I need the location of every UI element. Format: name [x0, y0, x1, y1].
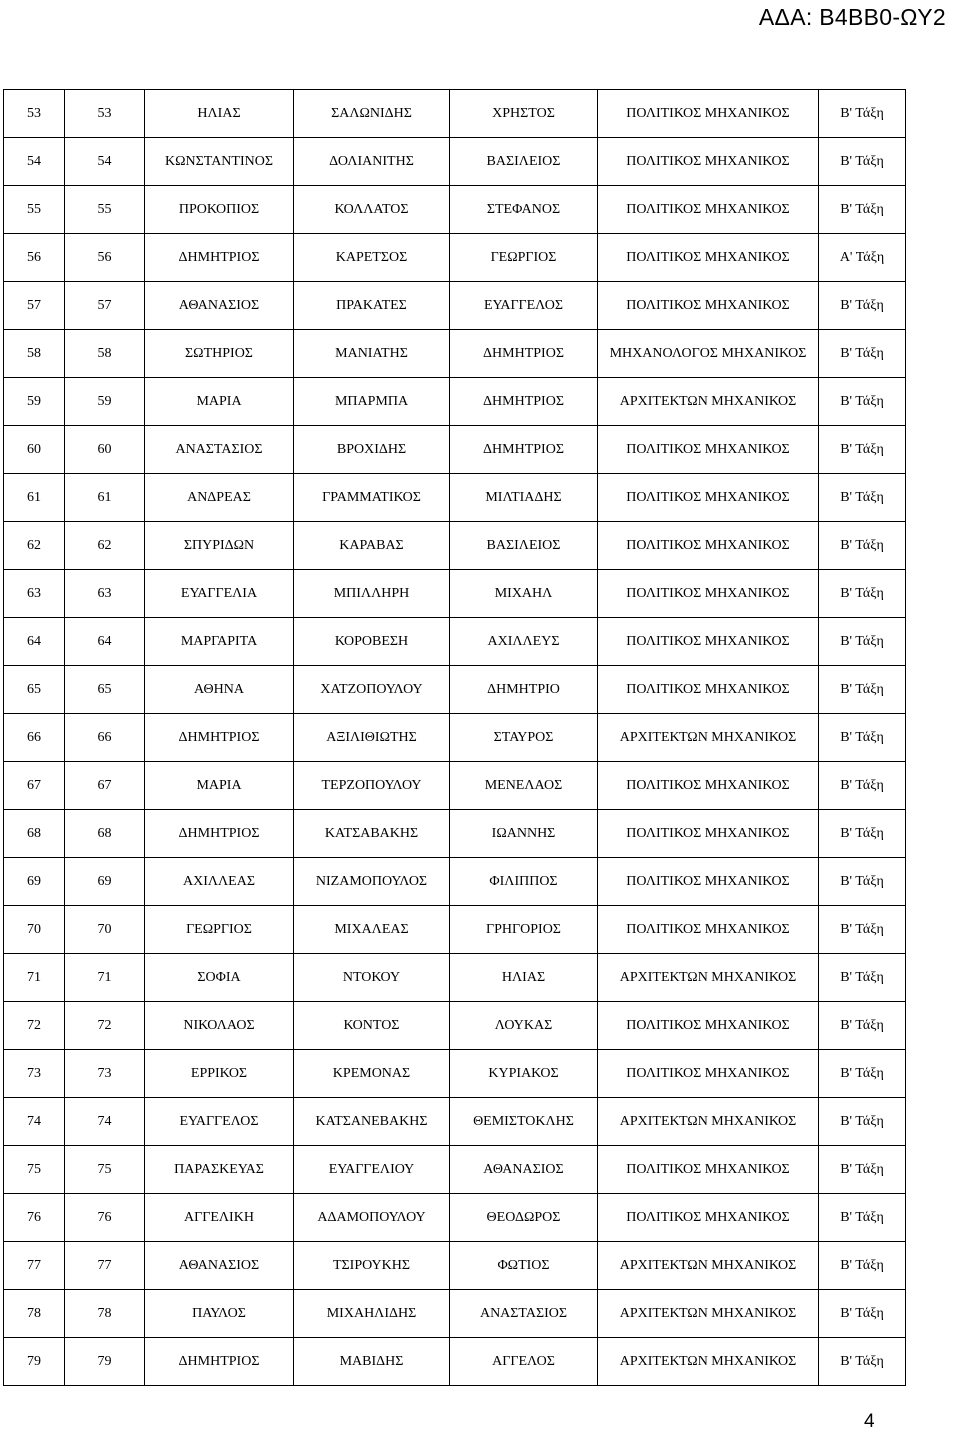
- registry-number-cell: 56: [65, 234, 145, 282]
- class-cell: Β' Τάξη: [819, 954, 906, 1002]
- registry-number-cell: 59: [65, 378, 145, 426]
- class-cell: Β' Τάξη: [819, 1098, 906, 1146]
- father-name-cell: ΣΤΕΦΑΝΟΣ: [450, 186, 598, 234]
- table-row: [4, 378, 906, 426]
- father-name-cell: ΑΝΑΣΤΑΣΙΟΣ: [450, 1290, 598, 1338]
- first-name-cell: ΔΗΜΗΤΡΙΟΣ: [145, 810, 294, 858]
- table-row: [4, 570, 906, 618]
- row-number-cell: 74: [4, 1098, 65, 1146]
- specialty-cell: ΠΟΛΙΤΙΚΟΣ ΜΗΧΑΝΙΚΟΣ: [598, 474, 819, 522]
- father-name-cell: ΚΥΡΙΑΚΟΣ: [450, 1050, 598, 1098]
- row-number-cell: 53: [4, 90, 65, 138]
- first-name-cell: ΠΡΟΚΟΠΙΟΣ: [145, 186, 294, 234]
- table-row: [4, 522, 906, 570]
- row-number-cell: 78: [4, 1290, 65, 1338]
- specialty-cell: ΠΟΛΙΤΙΚΟΣ ΜΗΧΑΝΙΚΟΣ: [598, 618, 819, 666]
- row-number-cell: 54: [4, 138, 65, 186]
- registry-number-cell: 58: [65, 330, 145, 378]
- specialty-cell: ΑΡΧΙΤΕΚΤΩΝ ΜΗΧΑΝΙΚΟΣ: [598, 954, 819, 1002]
- table-row: [4, 1146, 906, 1194]
- last-name-cell: ΑΔΑΜΟΠΟΥΛΟΥ: [294, 1194, 450, 1242]
- father-name-cell: ΗΛΙΑΣ: [450, 954, 598, 1002]
- last-name-cell: ΜΑΒΙΔΗΣ: [294, 1338, 450, 1386]
- specialty-cell: ΑΡΧΙΤΕΚΤΩΝ ΜΗΧΑΝΙΚΟΣ: [598, 714, 819, 762]
- father-name-cell: ΓΡΗΓΟΡΙΟΣ: [450, 906, 598, 954]
- first-name-cell: ΑΧΙΛΛΕΑΣ: [145, 858, 294, 906]
- father-name-cell: ΑΧΙΛΛΕΥΣ: [450, 618, 598, 666]
- last-name-cell: ΤΕΡΖΟΠΟΥΛΟΥ: [294, 762, 450, 810]
- specialty-cell: ΑΡΧΙΤΕΚΤΩΝ ΜΗΧΑΝΙΚΟΣ: [598, 378, 819, 426]
- class-cell: Β' Τάξη: [819, 330, 906, 378]
- row-number-cell: 55: [4, 186, 65, 234]
- specialty-cell: ΠΟΛΙΤΙΚΟΣ ΜΗΧΑΝΙΚΟΣ: [598, 1050, 819, 1098]
- last-name-cell: ΚΡΕΜΟΝΑΣ: [294, 1050, 450, 1098]
- first-name-cell: ΕΥΑΓΓΕΛΟΣ: [145, 1098, 294, 1146]
- class-cell: Β' Τάξη: [819, 1338, 906, 1386]
- last-name-cell: ΣΑΛΩΝΙΔΗΣ: [294, 90, 450, 138]
- father-name-cell: ΙΩΑΝΝΗΣ: [450, 810, 598, 858]
- registry-table-body: [4, 90, 906, 1386]
- first-name-cell: ΣΠΥΡΙΔΩΝ: [145, 522, 294, 570]
- class-cell: Β' Τάξη: [819, 714, 906, 762]
- class-cell: Β' Τάξη: [819, 810, 906, 858]
- father-name-cell: ΛΟΥΚΑΣ: [450, 1002, 598, 1050]
- registry-number-cell: 53: [65, 90, 145, 138]
- father-name-cell: ΒΑΣΙΛΕΙΟΣ: [450, 138, 598, 186]
- father-name-cell: ΔΗΜΗΤΡΙΟΣ: [450, 330, 598, 378]
- first-name-cell: ΑΓΓΕΛΙΚΗ: [145, 1194, 294, 1242]
- registry-number-cell: 71: [65, 954, 145, 1002]
- first-name-cell: ΔΗΜΗΤΡΙΟΣ: [145, 1338, 294, 1386]
- table-row: [4, 906, 906, 954]
- class-cell: Β' Τάξη: [819, 90, 906, 138]
- ada-code-header: ΑΔΑ: Β4ΒΒ0-ΩΥ2: [758, 4, 946, 30]
- first-name-cell: ΔΗΜΗΤΡΙΟΣ: [145, 234, 294, 282]
- registry-number-cell: 67: [65, 762, 145, 810]
- row-number-cell: 67: [4, 762, 65, 810]
- last-name-cell: ΒΡΟΧΙΔΗΣ: [294, 426, 450, 474]
- row-number-cell: 73: [4, 1050, 65, 1098]
- row-number-cell: 59: [4, 378, 65, 426]
- class-cell: Β' Τάξη: [819, 1146, 906, 1194]
- first-name-cell: ΣΟΦΙΑ: [145, 954, 294, 1002]
- first-name-cell: ΑΘΑΝΑΣΙΟΣ: [145, 282, 294, 330]
- first-name-cell: ΑΝΑΣΤΑΣΙΟΣ: [145, 426, 294, 474]
- first-name-cell: ΑΘΑΝΑΣΙΟΣ: [145, 1242, 294, 1290]
- father-name-cell: ΦΩΤΙΟΣ: [450, 1242, 598, 1290]
- table-row: [4, 1194, 906, 1242]
- class-cell: Β' Τάξη: [819, 138, 906, 186]
- class-cell: Β' Τάξη: [819, 522, 906, 570]
- table-row: [4, 810, 906, 858]
- table-row: [4, 234, 906, 282]
- registry-number-cell: 73: [65, 1050, 145, 1098]
- registry-number-cell: 63: [65, 570, 145, 618]
- specialty-cell: ΠΟΛΙΤΙΚΟΣ ΜΗΧΑΝΙΚΟΣ: [598, 426, 819, 474]
- first-name-cell: ΓΕΩΡΓΙΟΣ: [145, 906, 294, 954]
- registry-table: [3, 89, 906, 1386]
- father-name-cell: ΓΕΩΡΓΙΟΣ: [450, 234, 598, 282]
- class-cell: Β' Τάξη: [819, 378, 906, 426]
- first-name-cell: ΚΩΝΣΤΑΝΤΙΝΟΣ: [145, 138, 294, 186]
- specialty-cell: ΠΟΛΙΤΙΚΟΣ ΜΗΧΑΝΙΚΟΣ: [598, 666, 819, 714]
- table-row: [4, 1002, 906, 1050]
- specialty-cell: ΠΟΛΙΤΙΚΟΣ ΜΗΧΑΝΙΚΟΣ: [598, 570, 819, 618]
- last-name-cell: ΚΑΤΣΑΝΕΒΑΚΗΣ: [294, 1098, 450, 1146]
- last-name-cell: ΝΤΟΚΟΥ: [294, 954, 450, 1002]
- class-cell: Β' Τάξη: [819, 1242, 906, 1290]
- registry-number-cell: 72: [65, 1002, 145, 1050]
- first-name-cell: ΣΩΤΗΡΙΟΣ: [145, 330, 294, 378]
- class-cell: Α' Τάξη: [819, 234, 906, 282]
- first-name-cell: ΜΑΡΙΑ: [145, 762, 294, 810]
- registry-number-cell: 70: [65, 906, 145, 954]
- registry-number-cell: 61: [65, 474, 145, 522]
- class-cell: Β' Τάξη: [819, 858, 906, 906]
- father-name-cell: ΦΙΛΙΠΠΟΣ: [450, 858, 598, 906]
- registry-number-cell: 65: [65, 666, 145, 714]
- father-name-cell: ΜΙΛΤΙΑΔΗΣ: [450, 474, 598, 522]
- registry-number-cell: 69: [65, 858, 145, 906]
- first-name-cell: ΗΛΙΑΣ: [145, 90, 294, 138]
- class-cell: Β' Τάξη: [819, 282, 906, 330]
- registry-number-cell: 66: [65, 714, 145, 762]
- registry-number-cell: 68: [65, 810, 145, 858]
- father-name-cell: ΒΑΣΙΛΕΙΟΣ: [450, 522, 598, 570]
- father-name-cell: ΣΤΑΥΡΟΣ: [450, 714, 598, 762]
- class-cell: Β' Τάξη: [819, 426, 906, 474]
- father-name-cell: ΘΕΟΔΩΡΟΣ: [450, 1194, 598, 1242]
- table-row: [4, 954, 906, 1002]
- specialty-cell: ΠΟΛΙΤΙΚΟΣ ΜΗΧΑΝΙΚΟΣ: [598, 186, 819, 234]
- table-row: [4, 1338, 906, 1386]
- class-cell: Β' Τάξη: [819, 618, 906, 666]
- first-name-cell: ΝΙΚΟΛΑΟΣ: [145, 1002, 294, 1050]
- father-name-cell: ΘΕΜΙΣΤΟΚΛΗΣ: [450, 1098, 598, 1146]
- father-name-cell: ΔΗΜΗΤΡΙΟΣ: [450, 378, 598, 426]
- registry-number-cell: 57: [65, 282, 145, 330]
- row-number-cell: 60: [4, 426, 65, 474]
- row-number-cell: 70: [4, 906, 65, 954]
- specialty-cell: ΠΟΛΙΤΙΚΟΣ ΜΗΧΑΝΙΚΟΣ: [598, 522, 819, 570]
- registry-number-cell: 75: [65, 1146, 145, 1194]
- last-name-cell: ΕΥΑΓΓΕΛΙΟΥ: [294, 1146, 450, 1194]
- class-cell: Β' Τάξη: [819, 666, 906, 714]
- first-name-cell: ΔΗΜΗΤΡΙΟΣ: [145, 714, 294, 762]
- last-name-cell: ΑΞΙΛΙΘΙΩΤΗΣ: [294, 714, 450, 762]
- last-name-cell: ΜΠΙΛΛΗΡΗ: [294, 570, 450, 618]
- first-name-cell: ΕΡΡΙΚΟΣ: [145, 1050, 294, 1098]
- first-name-cell: ΜΑΡΓΑΡΙΤΑ: [145, 618, 294, 666]
- class-cell: Β' Τάξη: [819, 1194, 906, 1242]
- last-name-cell: ΜΙΧΑΛΕΑΣ: [294, 906, 450, 954]
- last-name-cell: ΤΣΙΡΟΥΚΗΣ: [294, 1242, 450, 1290]
- last-name-cell: ΜΑΝΙΑΤΗΣ: [294, 330, 450, 378]
- table-row: [4, 186, 906, 234]
- table-row: [4, 762, 906, 810]
- table-row: [4, 138, 906, 186]
- table-row: [4, 1242, 906, 1290]
- registry-number-cell: 62: [65, 522, 145, 570]
- specialty-cell: ΠΟΛΙΤΙΚΟΣ ΜΗΧΑΝΙΚΟΣ: [598, 1194, 819, 1242]
- specialty-cell: ΑΡΧΙΤΕΚΤΩΝ ΜΗΧΑΝΙΚΟΣ: [598, 1290, 819, 1338]
- specialty-cell: ΠΟΛΙΤΙΚΟΣ ΜΗΧΑΝΙΚΟΣ: [598, 906, 819, 954]
- last-name-cell: ΜΙΧΑΗΛΙΔΗΣ: [294, 1290, 450, 1338]
- table-row: [4, 714, 906, 762]
- class-cell: Β' Τάξη: [819, 186, 906, 234]
- specialty-cell: ΠΟΛΙΤΙΚΟΣ ΜΗΧΑΝΙΚΟΣ: [598, 282, 819, 330]
- row-number-cell: 61: [4, 474, 65, 522]
- registry-number-cell: 64: [65, 618, 145, 666]
- last-name-cell: ΚΟΛΛΑΤΟΣ: [294, 186, 450, 234]
- father-name-cell: ΜΕΝΕΛΑΟΣ: [450, 762, 598, 810]
- last-name-cell: ΧΑΤΖΟΠΟΥΛΟΥ: [294, 666, 450, 714]
- last-name-cell: ΔΟΛΙΑΝΙΤΗΣ: [294, 138, 450, 186]
- last-name-cell: ΝΙΖΑΜΟΠΟΥΛΟΣ: [294, 858, 450, 906]
- table-row: [4, 1290, 906, 1338]
- specialty-cell: ΠΟΛΙΤΙΚΟΣ ΜΗΧΑΝΙΚΟΣ: [598, 1002, 819, 1050]
- father-name-cell: ΑΓΓΕΛΟΣ: [450, 1338, 598, 1386]
- row-number-cell: 71: [4, 954, 65, 1002]
- row-number-cell: 57: [4, 282, 65, 330]
- first-name-cell: ΠΑΥΛΟΣ: [145, 1290, 294, 1338]
- registry-number-cell: 76: [65, 1194, 145, 1242]
- father-name-cell: ΜΙΧΑΗΛ: [450, 570, 598, 618]
- specialty-cell: ΠΟΛΙΤΙΚΟΣ ΜΗΧΑΝΙΚΟΣ: [598, 810, 819, 858]
- father-name-cell: ΑΘΑΝΑΣΙΟΣ: [450, 1146, 598, 1194]
- table-row: [4, 858, 906, 906]
- row-number-cell: 75: [4, 1146, 65, 1194]
- class-cell: Β' Τάξη: [819, 1290, 906, 1338]
- table-row: [4, 666, 906, 714]
- row-number-cell: 76: [4, 1194, 65, 1242]
- class-cell: Β' Τάξη: [819, 762, 906, 810]
- class-cell: Β' Τάξη: [819, 1050, 906, 1098]
- row-number-cell: 58: [4, 330, 65, 378]
- class-cell: Β' Τάξη: [819, 570, 906, 618]
- first-name-cell: ΠΑΡΑΣΚΕΥΑΣ: [145, 1146, 294, 1194]
- first-name-cell: ΜΑΡΙΑ: [145, 378, 294, 426]
- registry-number-cell: 60: [65, 426, 145, 474]
- row-number-cell: 65: [4, 666, 65, 714]
- class-cell: Β' Τάξη: [819, 906, 906, 954]
- specialty-cell: ΠΟΛΙΤΙΚΟΣ ΜΗΧΑΝΙΚΟΣ: [598, 90, 819, 138]
- row-number-cell: 56: [4, 234, 65, 282]
- last-name-cell: ΚΟΝΤΟΣ: [294, 1002, 450, 1050]
- last-name-cell: ΜΠΑΡΜΠΑ: [294, 378, 450, 426]
- row-number-cell: 79: [4, 1338, 65, 1386]
- father-name-cell: ΔΗΜΗΤΡΙΟ: [450, 666, 598, 714]
- row-number-cell: 66: [4, 714, 65, 762]
- last-name-cell: ΚΑΡΕΤΣΟΣ: [294, 234, 450, 282]
- specialty-cell: ΑΡΧΙΤΕΚΤΩΝ ΜΗΧΑΝΙΚΟΣ: [598, 1338, 819, 1386]
- row-number-cell: 69: [4, 858, 65, 906]
- specialty-cell: ΠΟΛΙΤΙΚΟΣ ΜΗΧΑΝΙΚΟΣ: [598, 858, 819, 906]
- registry-number-cell: 55: [65, 186, 145, 234]
- row-number-cell: 62: [4, 522, 65, 570]
- table-row: [4, 282, 906, 330]
- specialty-cell: ΠΟΛΙΤΙΚΟΣ ΜΗΧΑΝΙΚΟΣ: [598, 1146, 819, 1194]
- specialty-cell: ΜΗΧΑΝΟΛΟΓΟΣ ΜΗΧΑΝΙΚΟΣ: [598, 330, 819, 378]
- table-row: [4, 1050, 906, 1098]
- table-row: [4, 1098, 906, 1146]
- last-name-cell: ΠΡΑΚΑΤΕΣ: [294, 282, 450, 330]
- class-cell: Β' Τάξη: [819, 474, 906, 522]
- table-row: [4, 474, 906, 522]
- registry-number-cell: 74: [65, 1098, 145, 1146]
- specialty-cell: ΠΟΛΙΤΙΚΟΣ ΜΗΧΑΝΙΚΟΣ: [598, 234, 819, 282]
- specialty-cell: ΑΡΧΙΤΕΚΤΩΝ ΜΗΧΑΝΙΚΟΣ: [598, 1098, 819, 1146]
- row-number-cell: 72: [4, 1002, 65, 1050]
- page-number: 4: [864, 1411, 875, 1432]
- registry-number-cell: 77: [65, 1242, 145, 1290]
- registry-number-cell: 54: [65, 138, 145, 186]
- father-name-cell: ΕΥΑΓΓΕΛΟΣ: [450, 282, 598, 330]
- table-row: [4, 330, 906, 378]
- class-cell: Β' Τάξη: [819, 1002, 906, 1050]
- father-name-cell: ΧΡΗΣΤΟΣ: [450, 90, 598, 138]
- first-name-cell: ΕΥΑΓΓΕΛΙΑ: [145, 570, 294, 618]
- last-name-cell: ΚΑΡΑΒΑΣ: [294, 522, 450, 570]
- first-name-cell: ΑΘΗΝΑ: [145, 666, 294, 714]
- last-name-cell: ΓΡΑΜΜΑΤΙΚΟΣ: [294, 474, 450, 522]
- row-number-cell: 68: [4, 810, 65, 858]
- last-name-cell: ΚΑΤΣΑΒΑΚΗΣ: [294, 810, 450, 858]
- first-name-cell: ΑΝΔΡΕΑΣ: [145, 474, 294, 522]
- row-number-cell: 63: [4, 570, 65, 618]
- specialty-cell: ΠΟΛΙΤΙΚΟΣ ΜΗΧΑΝΙΚΟΣ: [598, 138, 819, 186]
- specialty-cell: ΑΡΧΙΤΕΚΤΩΝ ΜΗΧΑΝΙΚΟΣ: [598, 1242, 819, 1290]
- specialty-cell: ΠΟΛΙΤΙΚΟΣ ΜΗΧΑΝΙΚΟΣ: [598, 762, 819, 810]
- registry-number-cell: 79: [65, 1338, 145, 1386]
- table-row: [4, 90, 906, 138]
- table-row: [4, 618, 906, 666]
- row-number-cell: 64: [4, 618, 65, 666]
- table-row: [4, 426, 906, 474]
- registry-number-cell: 78: [65, 1290, 145, 1338]
- row-number-cell: 77: [4, 1242, 65, 1290]
- father-name-cell: ΔΗΜΗΤΡΙΟΣ: [450, 426, 598, 474]
- last-name-cell: ΚΟΡΟΒΕΣΗ: [294, 618, 450, 666]
